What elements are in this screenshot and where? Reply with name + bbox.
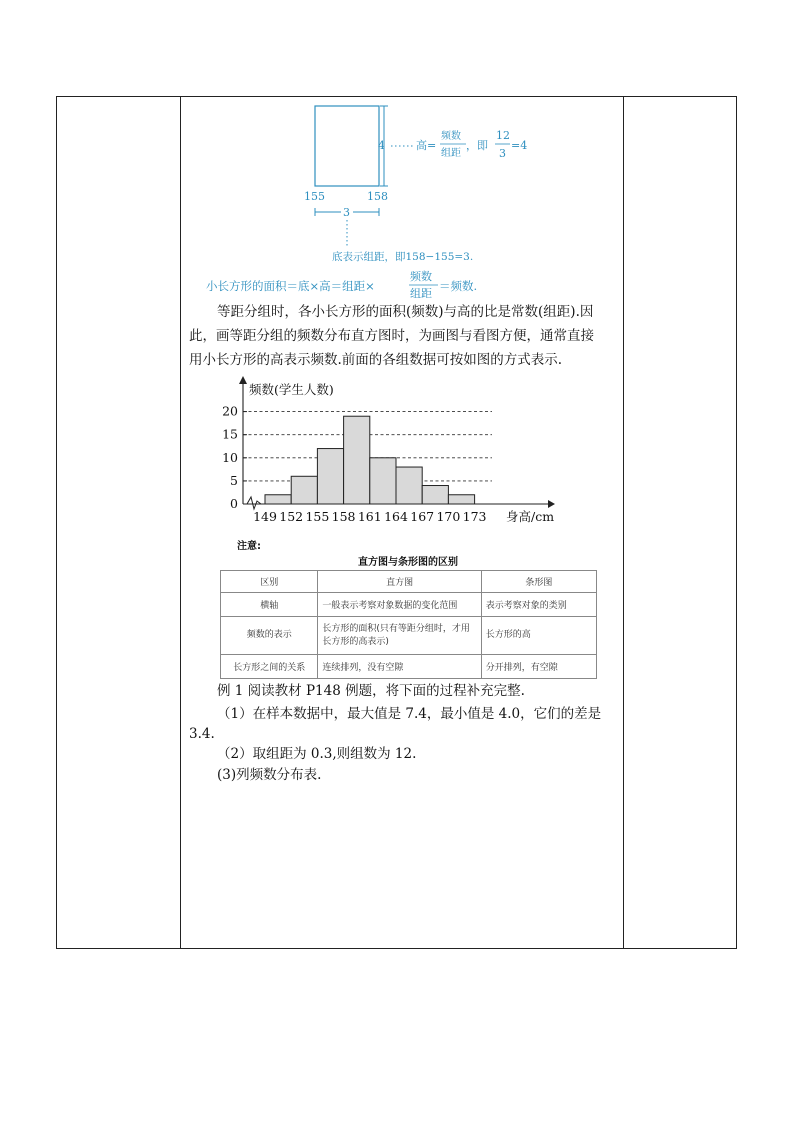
table-cell: 表示考察对象的类别 [481, 593, 596, 617]
paragraph-line-2: 此，画等距分组的频数分布直方图时，为画图与看图方便，通常直接 [189, 328, 594, 344]
height-formula-numerator2: 12 [496, 129, 510, 142]
histogram-bar [265, 495, 291, 504]
height-formula-mid: ，即 [466, 139, 488, 152]
histogram-bar [422, 486, 448, 504]
width-label: 3 [343, 206, 350, 219]
area-formula-suffix: ＝频数. [439, 279, 478, 293]
area-formula-numerator: 频数 [410, 270, 432, 283]
table-header-cell: 区别 [221, 571, 318, 593]
x-tick-label: 167 [410, 509, 435, 524]
height-formula-denominator: 组距 [441, 148, 461, 159]
table-cell: 横轴 [221, 593, 318, 617]
paragraph-line-3: 用小长方形的高表示频数.前面的各组数据可按如图的方式表示. [189, 352, 563, 368]
histogram-bar [370, 458, 396, 504]
x-axis-label: 身高/cm [506, 509, 555, 524]
x-tick-label: 161 [357, 509, 382, 524]
example-line-3: （2）取组距为 0.3,则组数为 12. [217, 746, 417, 762]
table-cell: 频数的表示 [221, 617, 318, 655]
table-cell: 一般表示考察对象数据的变化范围 [318, 593, 481, 617]
x-tick-label: 152 [279, 509, 304, 524]
histogram-bar [448, 495, 474, 504]
table-row [221, 593, 597, 617]
x-tick-label: 158 [331, 509, 356, 524]
table-cell: 分开排列，有空隙 [481, 655, 596, 679]
example-line-2b: 3.4. [189, 726, 215, 742]
y-tick-label: 5 [230, 472, 238, 488]
table-row [221, 617, 597, 655]
table-header-cell: 直方图 [318, 571, 481, 593]
histogram-chart [210, 375, 580, 530]
y-tick-label: 0 [230, 496, 238, 511]
table-header-row [221, 571, 597, 593]
x-tick-label: 170 [436, 509, 461, 524]
example-line-2: （1）在样本数据中，最大值是 7.4，最小值是 4.0，它们的差是 [217, 706, 602, 722]
compare-table [220, 570, 597, 679]
x-tick-label: 164 [384, 509, 408, 524]
table-cell: 长方形之间的关系 [221, 655, 318, 679]
x-axis-arrow [548, 500, 555, 508]
height-formula-result: =4 [511, 139, 528, 152]
table-cell: 长方形的面积(只有等距分组时，才用长方形的高表示) [318, 617, 481, 655]
table-row [221, 655, 597, 679]
column-divider-left [180, 97, 181, 948]
right-edge-label: 158 [367, 190, 388, 203]
paragraph-line-1: 等距分组时，各小长方形的面积(频数)与高的比是常数(组距).因 [217, 304, 594, 320]
note-label: 注意: [237, 541, 261, 552]
left-edge-label: 155 [304, 190, 325, 203]
height-formula-prefix: 高= [416, 139, 437, 152]
y-axis-arrow [239, 376, 247, 384]
histogram-bar [344, 416, 370, 504]
histogram-bar [291, 476, 317, 504]
y-axis-label: 频数(学生人数) [249, 382, 334, 397]
base-note: 底表示组距，即158−155=3. [332, 251, 474, 263]
rectangle-diagram [200, 100, 600, 300]
table-cell: 连续排列，没有空隙 [318, 655, 481, 679]
height-label: 4 [378, 139, 385, 152]
height-formula-denominator2: 3 [499, 147, 506, 160]
y-tick-label: 20 [222, 403, 238, 419]
y-tick-label: 10 [222, 449, 238, 465]
example-line-1: 例 1 阅读教材 P148 例题，将下面的过程补充完整. [217, 683, 525, 699]
sample-rectangle [315, 106, 379, 186]
area-formula-prefix: 小长方形的面积＝底×高＝组距× [206, 279, 375, 293]
column-divider-right [623, 97, 624, 948]
area-formula-denominator: 组距 [410, 287, 432, 300]
example-line-4: (3)列频数分布表. [217, 767, 322, 783]
y-tick-label: 15 [222, 426, 238, 442]
compare-table-title: 直方图与条形图的区别 [358, 557, 458, 568]
axis-break [247, 497, 265, 509]
x-tick-label: 173 [462, 509, 487, 524]
table-header-cell: 条形图 [481, 571, 596, 593]
x-tick-label: 155 [305, 509, 330, 524]
histogram-bar [317, 449, 343, 504]
x-tick-label: 149 [253, 509, 277, 524]
histogram-bar [396, 467, 422, 504]
height-formula-numerator: 频数 [441, 131, 461, 142]
table-cell: 长方形的高 [481, 617, 596, 655]
